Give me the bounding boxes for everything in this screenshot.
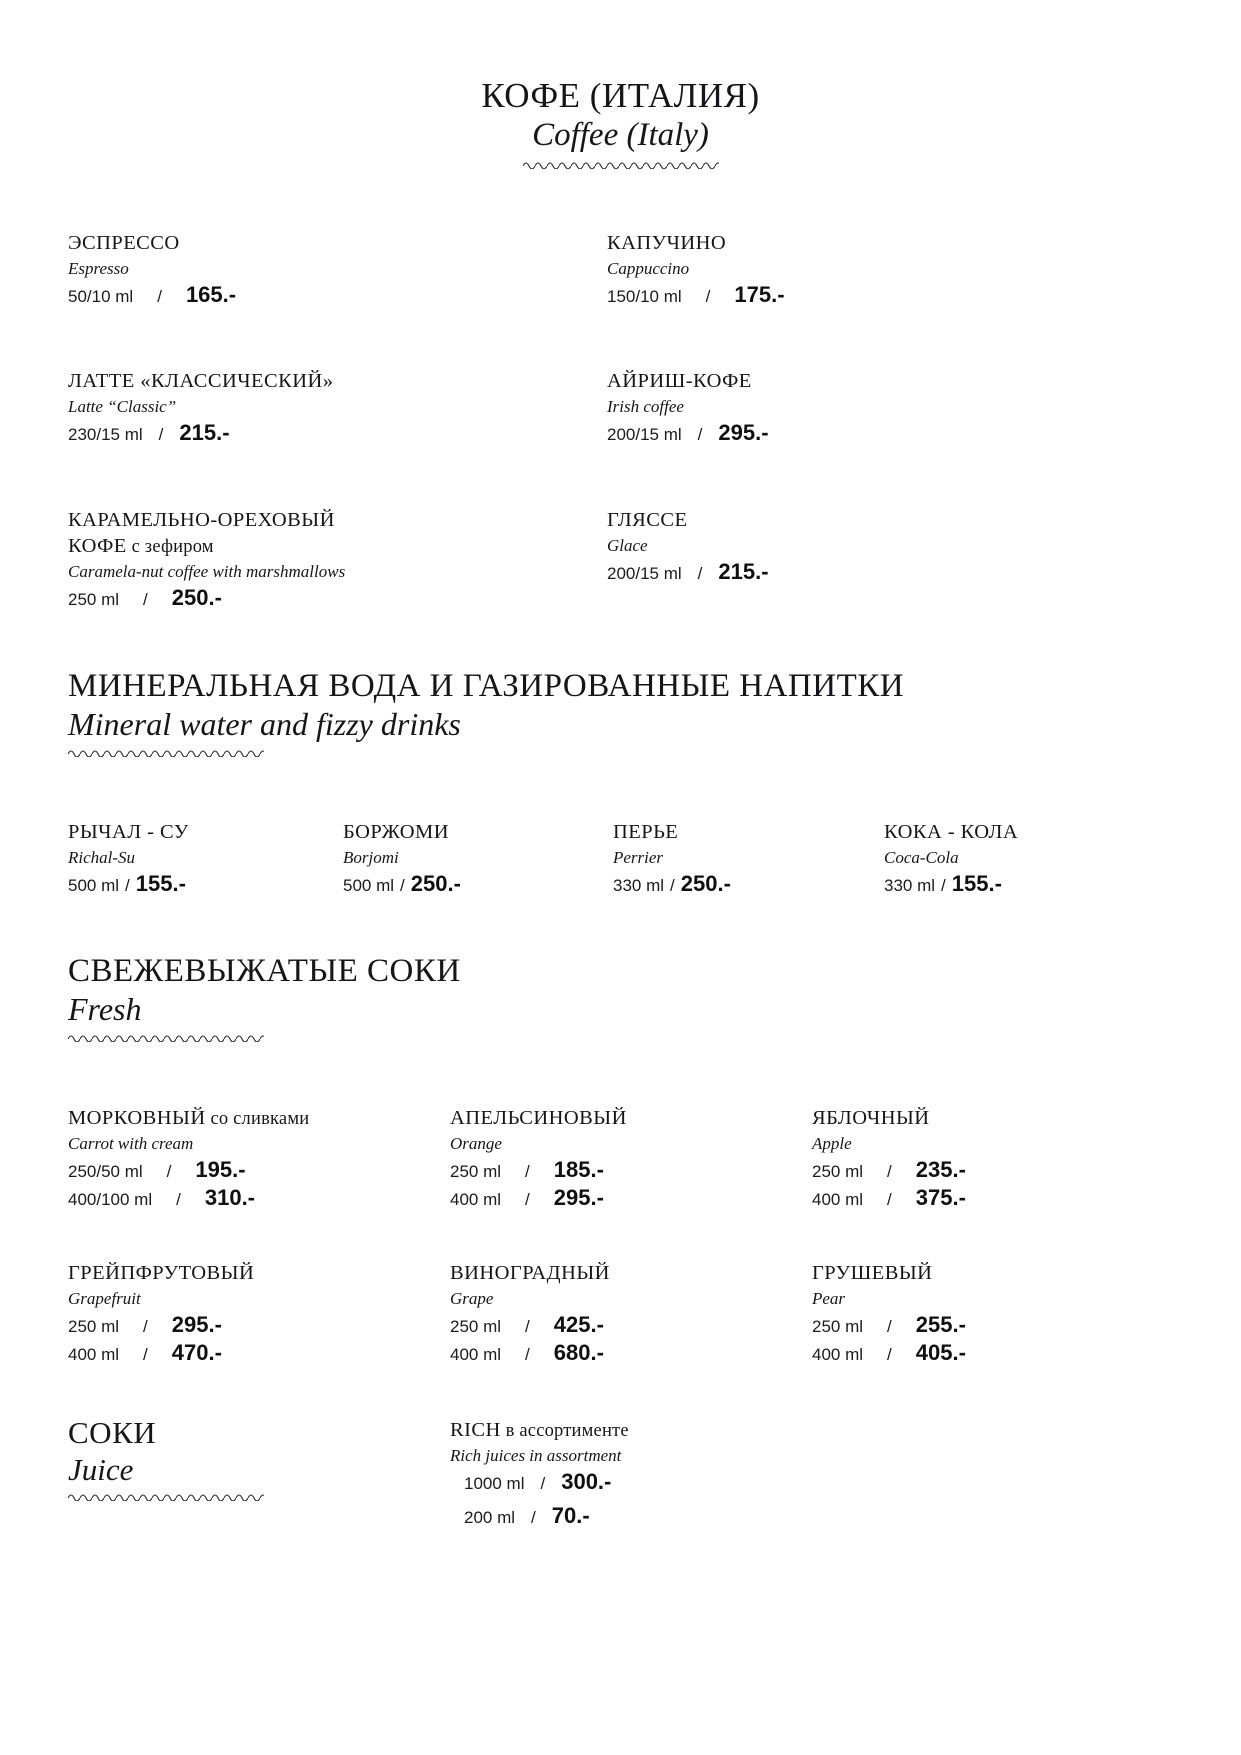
price-row [450,1185,627,1211]
menu-item-borjomi[interactable] [343,820,461,897]
section-heading-fresh [68,953,461,1042]
menu-item-apple-juice[interactable] [812,1106,966,1211]
item-price: 250.- [410,870,461,896]
menu-item-latte-classic[interactable] [68,369,333,446]
menu-item-pear-juice[interactable] [812,1261,966,1366]
item-price: 425.- [553,1311,604,1337]
separator: / [143,1316,148,1336]
item-volume: 200/15 ml [607,424,682,444]
item-price: 680.- [553,1339,604,1365]
price-row [343,871,461,897]
item-price: 185.- [553,1156,604,1182]
item-price: 470.- [171,1339,222,1365]
section-title-ru-juice: СОКИ [68,1415,157,1450]
item-name-ru: АПЕЛЬСИНОВЫЙ [450,1107,627,1129]
item-price: 195.- [195,1156,246,1182]
item-volume: 250/50 ml [68,1161,143,1181]
item-name-ru-line2-suffix: с зефиром [126,536,214,557]
item-volume: 330 ml [613,875,665,895]
menu-item-espresso[interactable] [68,231,236,308]
wavy-rule-fresh [68,1033,264,1042]
item-price: 295.- [171,1311,222,1337]
item-name-en: Espresso [68,258,129,278]
menu-item-glace[interactable] [607,508,769,585]
item-name-ru: ГРУШЕВЫЙ [812,1262,933,1284]
separator: / [176,1189,181,1209]
separator: / [143,1344,148,1364]
item-volume: 330 ml [884,875,936,895]
item-name-ru-main: RICH [450,1419,501,1441]
item-name-en: Irish coffee [607,396,684,416]
price-row [68,1185,309,1211]
item-name-en: Coca-Cola [884,847,959,867]
item-price: 310.- [204,1184,256,1210]
price-row [450,1312,610,1338]
item-name-ru [68,1106,309,1132]
item-name-ru: КАПУЧИНО [607,232,727,254]
item-name-en: Perrier [613,847,664,867]
price-row [613,871,731,897]
item-volume: 250 ml [450,1316,502,1336]
menu-item-grapefruit-juice[interactable] [68,1261,254,1366]
menu-item-perrier[interactable] [613,820,731,897]
price-row [464,1503,629,1529]
price-row [68,585,345,611]
separator: / [125,875,130,895]
section-title-ru-coffee: КОФЕ (ИТАЛИЯ) [481,76,760,115]
item-price: 295.- [553,1184,604,1210]
item-volume: 250 ml [68,1316,120,1336]
price-row [607,420,769,446]
price-row [68,1340,254,1366]
menu-item-caramel-nut-coffee[interactable] [68,508,345,611]
separator: / [157,286,162,306]
item-volume: 400 ml [450,1189,502,1209]
price-row [68,420,333,446]
price-row [812,1312,966,1338]
separator: / [705,286,711,306]
price-row [450,1157,627,1183]
item-name-ru: ЭСПРЕССО [68,232,180,254]
menu-item-orange-juice[interactable] [450,1106,627,1211]
separator: / [887,1189,892,1209]
menu-item-irish-coffee[interactable] [607,369,769,446]
menu-item-carrot-juice[interactable] [68,1106,309,1211]
item-name-ru: ЯБЛОЧНЫЙ [812,1107,930,1129]
item-volume: 500 ml [68,875,120,895]
item-price: 375.- [915,1184,966,1210]
section-heading-juice [68,1416,264,1501]
item-volume: 250 ml [68,589,120,609]
item-name-ru-main: МОРКОВНЫЙ [68,1107,206,1129]
section-title-en-fresh: Fresh [68,990,142,1027]
item-volume: 250 ml [812,1316,864,1336]
section-title-en-coffee: Coffee (Italy) [532,117,709,154]
section-title-en-water: Mineral water and fizzy drinks [68,705,461,742]
item-name-en: Grapefruit [68,1288,141,1308]
wavy-rule-water [68,748,264,757]
item-name-en: Rich juices in assortment [450,1445,622,1465]
item-name-ru: БОРЖОМИ [343,821,449,843]
item-name-ru: АЙРИШ-КОФЕ [607,370,752,392]
item-price: 70.- [551,1502,590,1528]
item-volume: 250 ml [812,1161,864,1181]
item-name-ru-line2 [68,534,345,560]
item-name-ru-line1: КАРАМЕЛЬНО-ОРЕХОВЫЙ [68,509,335,531]
separator: / [941,875,946,895]
item-price: 215.- [179,419,230,445]
item-name-en: Glace [607,535,648,555]
item-price: 300.- [561,1468,612,1494]
item-name-ru-suffix: в ассортименте [500,1421,629,1441]
separator: / [525,1161,530,1181]
item-name-ru: ГРЕЙПФРУТОВЫЙ [68,1262,255,1284]
menu-item-grape-juice[interactable] [450,1261,610,1366]
item-name-ru-line2-main: КОФЕ [68,534,127,557]
item-volume: 50/10 ml [68,286,134,306]
price-row [812,1157,966,1183]
item-price: 235.- [915,1156,966,1182]
item-name-en: Richal-Su [68,847,136,867]
item-volume: 250 ml [450,1161,502,1181]
separator: / [531,1507,536,1527]
price-row [607,559,769,585]
item-volume: 150/10 ml [607,286,682,306]
separator: / [670,875,675,895]
item-price: 250.- [171,584,222,610]
price-row [450,1340,610,1366]
separator: / [887,1161,892,1181]
item-name-ru: КОКА - КОЛА [884,821,1019,843]
item-name-ru [450,1418,629,1444]
item-name-en: Borjomi [343,847,399,867]
item-name-en: Cappuccino [607,258,690,278]
item-name-ru-suffix: со сливками [205,1109,310,1129]
item-volume: 230/15 ml [68,424,143,444]
item-volume: 200 ml [464,1507,516,1527]
item-name-en: Pear [812,1288,846,1308]
separator: / [158,424,164,444]
item-name-ru: ЛАТТЕ «КЛАССИЧЕСКИЙ» [68,370,334,392]
separator: / [540,1473,546,1493]
separator: / [525,1189,530,1209]
item-price: 255.- [915,1311,966,1337]
item-volume: 1000 ml [464,1473,525,1493]
menu-item-richal-su[interactable] [68,820,189,897]
item-volume: 500 ml [343,875,395,895]
item-name-ru: ВИНОГРАДНЫЙ [450,1262,610,1284]
section-title-ru-fresh: СВЕЖЕВЫЖАТЫЕ СОКИ [68,953,461,989]
section-title-ru-water: МИНЕРАЛЬНАЯ ВОДА И ГАЗИРОВАННЫЕ НАПИТКИ [68,668,905,704]
item-price: 175.- [734,281,785,307]
item-price: 215.- [718,558,769,584]
separator: / [166,1161,172,1181]
item-name-en: Apple [812,1133,852,1153]
price-row [68,871,189,897]
item-name-en: Carrot with cream [68,1133,194,1153]
separator: / [697,424,703,444]
separator: / [525,1316,530,1336]
item-name-ru: РЫЧАЛ - СУ [68,821,189,843]
price-row [812,1340,966,1366]
wavy-rule-juice [68,1492,264,1501]
price-row [68,1157,309,1183]
item-volume: 400 ml [812,1344,864,1364]
item-price: 155.- [951,870,1002,896]
item-price: 250.- [680,870,731,896]
menu-item-cappuccino[interactable] [607,231,785,308]
item-price: 155.- [135,870,186,896]
wavy-rule-coffee [523,160,719,169]
item-volume: 200/15 ml [607,563,682,583]
item-price: 165.- [185,281,237,307]
price-row [812,1185,966,1211]
section-heading-water [68,668,904,757]
separator: / [697,563,703,583]
separator: / [400,875,405,895]
item-volume: 400 ml [812,1189,864,1209]
item-name-en: Latte “Classic” [68,396,177,416]
item-name-en: Caramela-nut coffee with marshmallows [68,561,346,581]
separator: / [525,1344,530,1364]
item-name-ru: ГЛЯССЕ [607,509,688,531]
section-heading-coffee [0,76,1241,169]
separator: / [143,589,148,609]
item-volume: 400 ml [68,1344,120,1364]
menu-item-coca-cola[interactable] [884,820,1018,897]
item-name-en: Orange [450,1133,502,1153]
item-volume: 400 ml [450,1344,502,1364]
separator: / [887,1316,892,1336]
item-volume: 400/100 ml [68,1189,153,1209]
item-name-ru: ПЕРЬЕ [613,821,679,843]
price-row [607,282,785,308]
item-name-en: Grape [450,1288,494,1308]
menu-item-rich-juices[interactable] [450,1418,629,1529]
price-row [68,1312,254,1338]
price-row [464,1469,629,1495]
section-title-en-juice: Juice [68,1451,134,1487]
item-price: 405.- [915,1339,966,1365]
price-row [884,871,1018,897]
price-row [68,282,236,308]
item-price: 295.- [718,419,769,445]
separator: / [887,1344,892,1364]
